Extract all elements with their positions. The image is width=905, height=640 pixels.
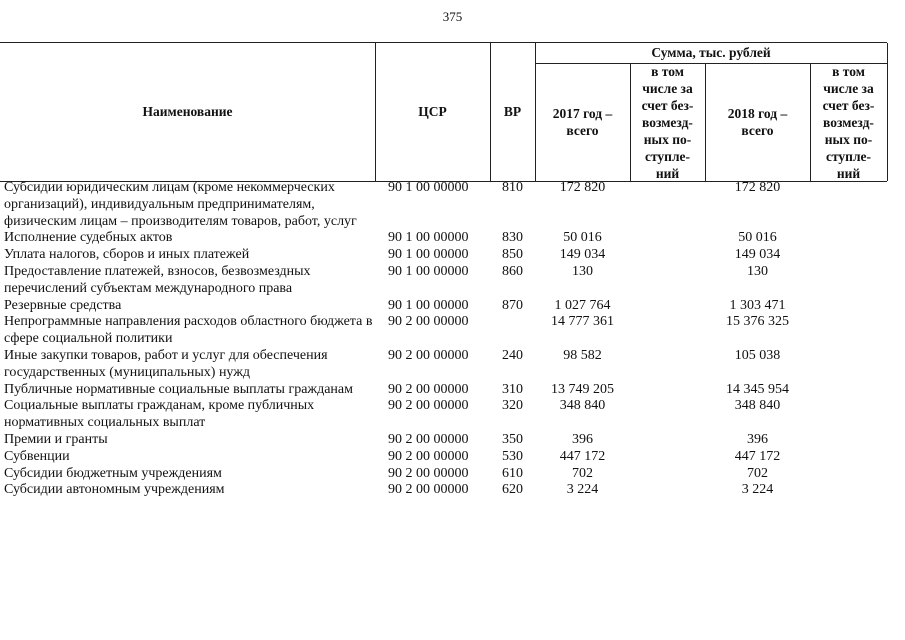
header-gratuitous-line: ний xyxy=(836,165,861,181)
row-name: Исполнение судебных актов xyxy=(4,230,173,246)
row-2017: 14 777 361 xyxy=(551,314,614,330)
row-2018: 447 172 xyxy=(734,448,781,464)
row-csr: 90 1 00 00000 xyxy=(388,180,469,195)
header-gratuitous-line: ступле- xyxy=(644,148,691,164)
row-name: Субсидии автономным учреждениям xyxy=(4,482,225,498)
header-2018-line: всего xyxy=(741,123,774,138)
header-2018-line: 2018 год – xyxy=(727,106,788,121)
page-number: 375 xyxy=(442,9,463,24)
row-vr: 240 xyxy=(502,347,523,363)
row-vr: 620 xyxy=(502,482,523,498)
row-csr: 90 2 00 00000 xyxy=(388,431,469,447)
header-gratuitous-line: ных по- xyxy=(824,131,873,147)
table-row xyxy=(0,314,887,348)
column-divider xyxy=(887,43,888,181)
header-sum-title: Сумма, тыс. рублей xyxy=(535,43,887,64)
row-2018: 14 345 954 xyxy=(726,381,789,397)
row-vr: 320 xyxy=(502,398,523,414)
row-2017: 13 749 205 xyxy=(551,381,614,397)
row-2018: 1 303 471 xyxy=(729,297,786,313)
row-csr: 90 2 00 00000 xyxy=(388,465,469,481)
header-2017-line: всего xyxy=(566,123,599,138)
row-2018: 172 820 xyxy=(734,180,781,195)
table-row xyxy=(0,382,887,399)
row-name: Непрограммные направления расходов областного бюджета в сфере социальной политики xyxy=(4,314,373,347)
header-2017-line: 2017 год – xyxy=(552,106,613,121)
row-csr: 90 2 00 00000 xyxy=(388,314,469,330)
row-2018: 105 038 xyxy=(734,347,781,363)
table-header xyxy=(0,42,887,182)
row-name: Предоставление платежей, взносов, безвозмездных перечислений субъектам международного права xyxy=(4,263,311,296)
header-name xyxy=(0,43,375,181)
header-gratuitous-line: ных по- xyxy=(643,131,692,147)
row-2018: 15 376 325 xyxy=(726,314,789,330)
row-csr: 90 2 00 00000 xyxy=(388,398,469,414)
header-gratuitous-line: счет без- xyxy=(641,97,694,113)
table-row xyxy=(0,482,887,499)
header-gratuitous-line: ний xyxy=(655,165,680,181)
row-vr: 830 xyxy=(502,230,523,246)
header-gratuitous-line: в том xyxy=(832,63,865,79)
row-csr: 90 1 00 00000 xyxy=(388,230,469,246)
header-2017-gratuitous xyxy=(630,63,705,181)
row-vr: 850 xyxy=(502,247,523,263)
header-vr xyxy=(490,43,535,181)
header-gratuitous-line: числе за xyxy=(642,80,693,96)
row-2017: 1 027 764 xyxy=(554,297,611,313)
row-2018: 702 xyxy=(747,465,768,481)
row-vr: 810 xyxy=(502,180,523,195)
row-2017: 149 034 xyxy=(559,247,606,263)
row-2018: 130 xyxy=(747,263,768,279)
header-gratuitous-line: ступле- xyxy=(825,148,872,164)
row-name: Публичные нормативные социальные выплаты гражданам xyxy=(4,381,353,397)
row-vr: 610 xyxy=(502,465,523,481)
table-row xyxy=(0,264,887,298)
header-gratuitous-line: счет без- xyxy=(822,97,875,113)
row-2017: 3 224 xyxy=(566,482,599,498)
header-2018-gratuitous xyxy=(810,63,887,181)
row-name: Субсидии юридическим лицам (кроме некоммерческих организаций), индивидуальным предпринимателям, физическим лицам – производителям товаров, работ, услуг xyxy=(4,180,357,229)
header-gratuitous-line: возмезд- xyxy=(823,114,874,130)
row-2017: 98 582 xyxy=(563,347,602,363)
row-name: Субвенции xyxy=(4,448,70,464)
row-csr: 90 1 00 00000 xyxy=(388,247,469,263)
row-2018: 50 016 xyxy=(738,230,777,246)
row-2018: 396 xyxy=(747,431,768,447)
row-2018: 348 840 xyxy=(734,398,781,414)
row-csr: 90 2 00 00000 xyxy=(388,347,469,363)
row-csr: 90 1 00 00000 xyxy=(388,263,469,279)
row-csr: 90 1 00 00000 xyxy=(388,297,469,313)
row-name: Премии и гранты xyxy=(4,431,108,447)
row-csr: 90 2 00 00000 xyxy=(388,448,469,464)
row-vr: 310 xyxy=(502,381,523,397)
table-row xyxy=(0,298,887,315)
header-vr-label: ВР xyxy=(503,104,522,119)
header-csr-label: ЦСР xyxy=(418,104,447,119)
header-2017-total xyxy=(535,63,630,181)
row-name: Субсидии бюджетным учреждениям xyxy=(4,465,222,481)
table-row xyxy=(0,247,887,264)
row-csr: 90 2 00 00000 xyxy=(388,381,469,397)
row-vr: 860 xyxy=(502,263,523,279)
row-2018: 3 224 xyxy=(741,482,774,498)
row-2017: 348 840 xyxy=(559,398,606,414)
table-row xyxy=(0,230,887,247)
header-2018-total xyxy=(705,63,810,181)
row-2018: 149 034 xyxy=(734,247,781,263)
header-gratuitous-line: возмезд- xyxy=(642,114,693,130)
table-row xyxy=(0,348,887,382)
table-row xyxy=(0,398,887,432)
row-name: Резервные средства xyxy=(4,297,122,313)
header-csr xyxy=(375,43,490,181)
row-2017: 172 820 xyxy=(559,180,606,195)
header-name-label: Наименование xyxy=(142,104,233,119)
header-gratuitous-line: в том xyxy=(651,63,684,79)
table-row xyxy=(0,180,887,230)
table-body xyxy=(0,180,887,499)
row-csr: 90 2 00 00000 xyxy=(388,482,469,498)
row-name: Социальные выплаты гражданам, кроме публичных нормативных социальных выплат xyxy=(4,398,315,431)
header-gratuitous-line: числе за xyxy=(823,80,874,96)
row-name: Уплата налогов, сборов и иных платежей xyxy=(4,247,250,263)
table-row xyxy=(0,466,887,483)
row-vr: 530 xyxy=(502,448,523,464)
row-vr: 870 xyxy=(502,297,523,313)
table-row xyxy=(0,432,887,449)
row-2017: 50 016 xyxy=(563,230,602,246)
row-name: Иные закупки товаров, работ и услуг для обеспечения государственных (муниципальных) нужд xyxy=(4,347,328,380)
table-row xyxy=(0,449,887,466)
row-2017: 396 xyxy=(572,431,593,447)
row-2017: 702 xyxy=(572,465,593,481)
row-vr: 350 xyxy=(502,431,523,447)
row-2017: 447 172 xyxy=(559,448,606,464)
row-2017: 130 xyxy=(572,263,593,279)
